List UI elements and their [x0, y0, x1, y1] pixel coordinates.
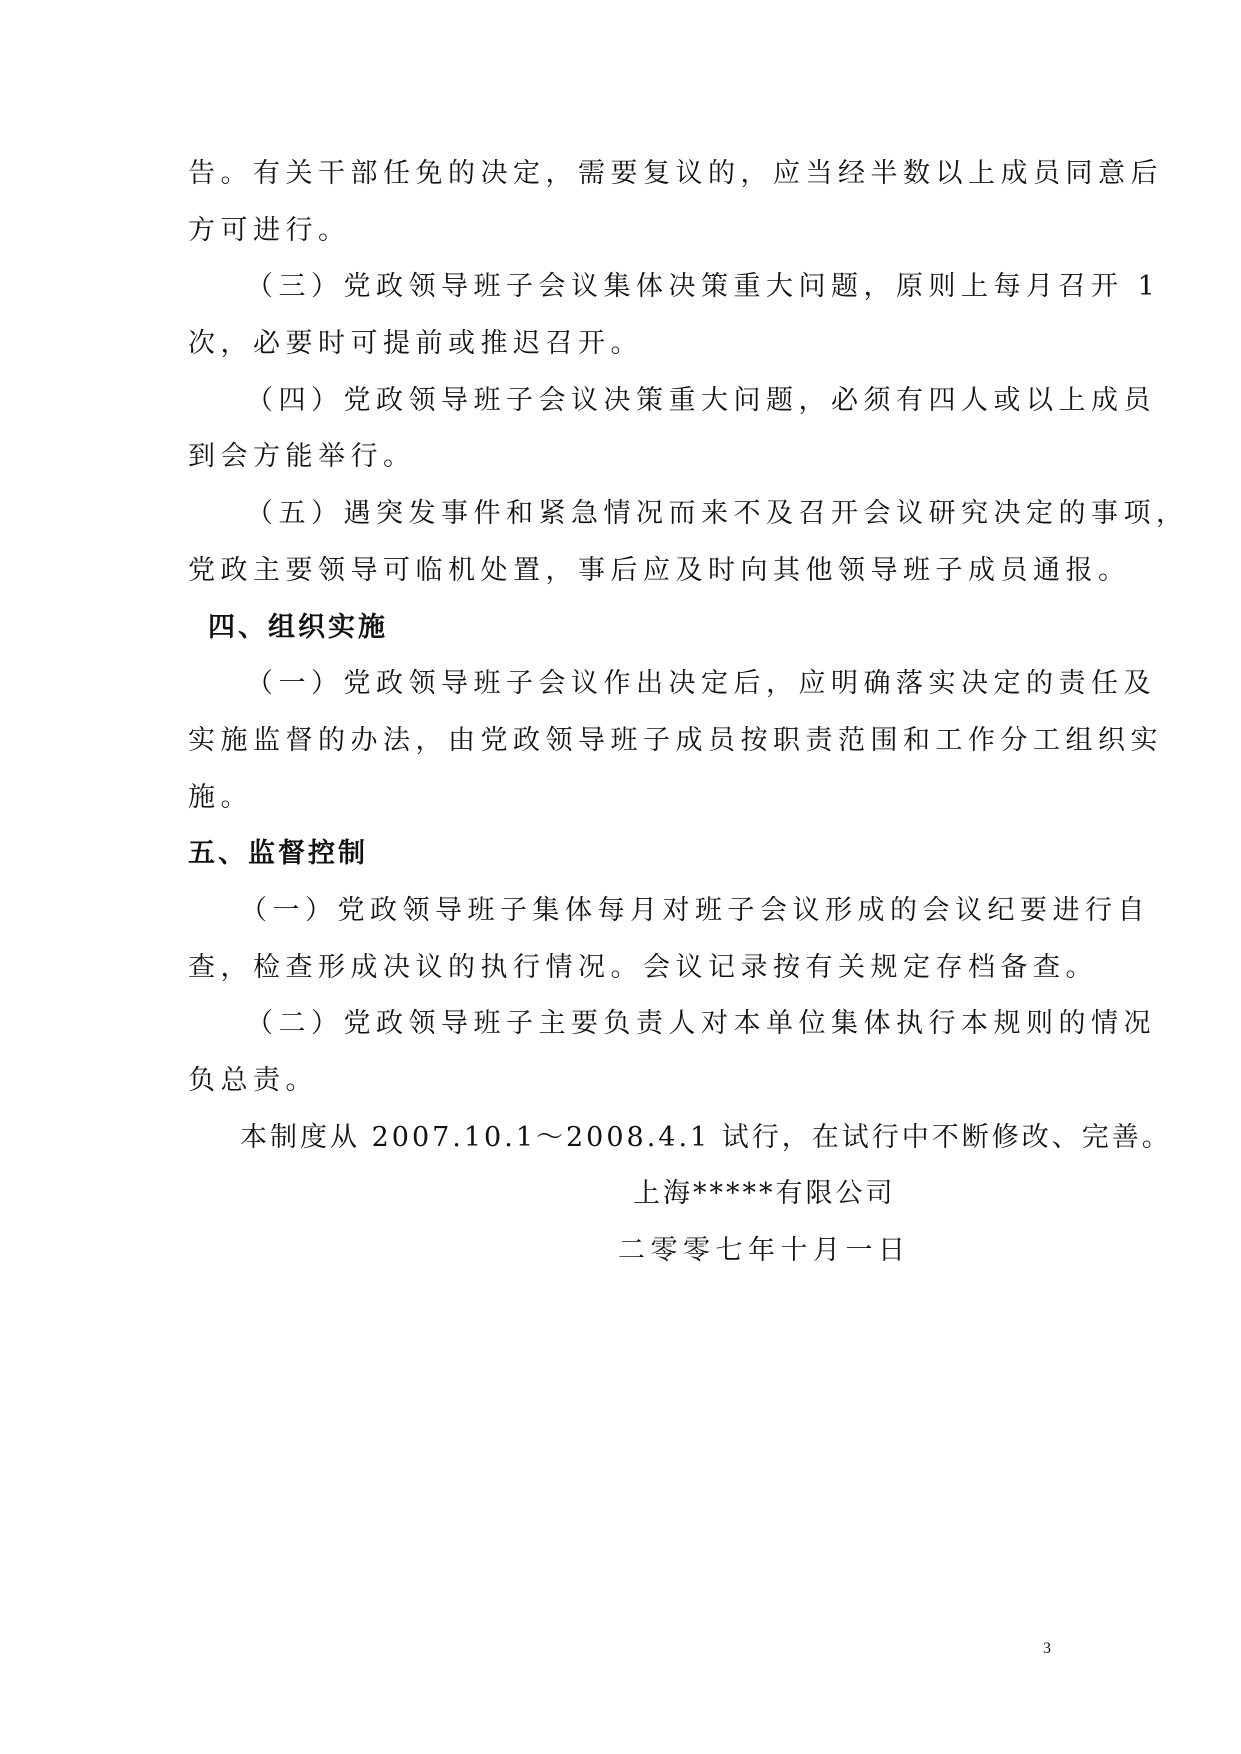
text-line: 到会方能举行。 — [188, 441, 416, 472]
text-line: 查，检查形成决议的执行情况。会议记录按有关规定存档备查。 — [188, 952, 1098, 983]
section-heading-5: 五、监督控制 — [188, 838, 368, 869]
text-line: 告。有关干部任免的决定，需要复议的，应当经半数以上成员同意后 — [188, 158, 1163, 189]
text-line: 党政主要领导可临机处置，事后应及时向其他领导班子成员通报。 — [188, 555, 1131, 586]
section-heading-4: 四、组织实施 — [208, 612, 388, 643]
text-line: 负总责。 — [188, 1065, 318, 1096]
text-line: （三）党政领导班子会议集体决策重大问题，原则上每月召开 1 — [246, 271, 1161, 302]
page-number: 3 — [1043, 1640, 1051, 1657]
text-line: （一）党政领导班子集体每月对班子会议形成的会议纪要进行自 — [240, 895, 1150, 926]
text-line: 次，必要时可提前或推迟召开。 — [188, 328, 643, 359]
text-line: 实施监督的办法，由党政领导班子成员按职责范围和工作分工组织实 — [188, 725, 1163, 756]
signature-company: 上海*****有限公司 — [633, 1178, 896, 1209]
text-line: （二）党政领导班子主要负责人对本单位集体执行本规则的情况 — [246, 1008, 1156, 1039]
closing-line: 本制度从 2007.10.1～2008.4.1 试行，在试行中不断修改、完善。 — [240, 1122, 1172, 1153]
text-line: （一）党政领导班子会议作出决定后，应明确落实决定的责任及 — [246, 668, 1156, 699]
text-line: （四）党政领导班子会议决策重大问题，必须有四人或以上成员 — [246, 385, 1156, 416]
signature-date: 二零零七年十月一日 — [618, 1235, 911, 1266]
text-line: 方可进行。 — [188, 215, 351, 246]
text-line: （五）遇突发事件和紧急情况而来不及召开会议研究决定的事项， — [246, 498, 1189, 529]
text-line: 施。 — [188, 782, 253, 813]
